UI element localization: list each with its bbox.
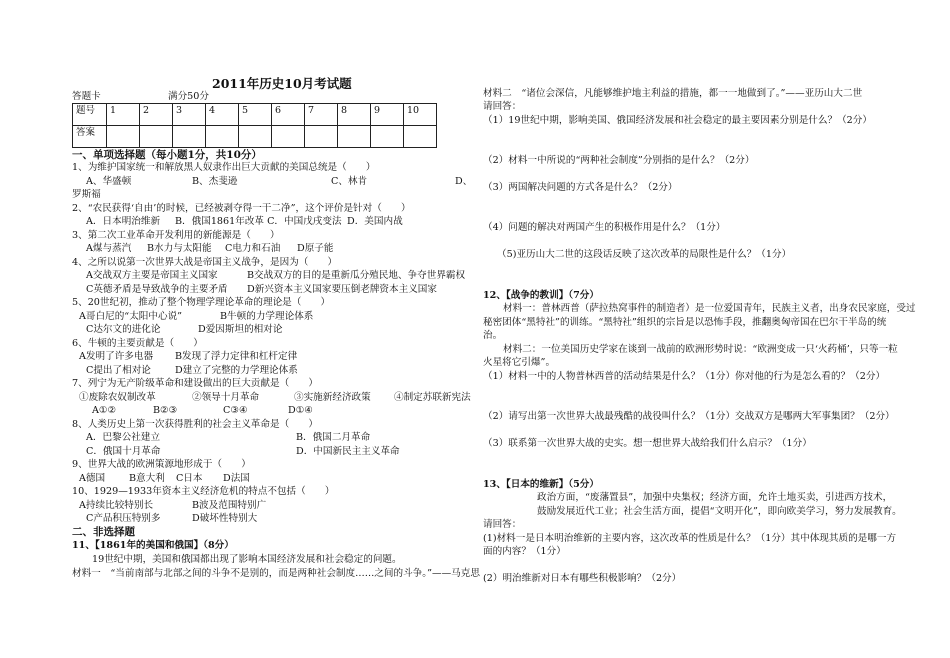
question-number-cell: 3 xyxy=(173,104,206,126)
q11-heading: 11、【1861年的美国和俄国】（8分） xyxy=(72,540,234,551)
q10-option-a: A持续比较特别长 xyxy=(79,500,154,511)
q11-question-3: （3）两国解决问题的方式各是什么？（2分） xyxy=(483,182,678,193)
q13-material-line1: 政治方面，“废藩置县”，加强中央集权；经济方面，允许土地买卖，引进西方技术， xyxy=(537,492,893,503)
answer-cell[interactable] xyxy=(239,126,272,148)
q7-stem: 7、列宁为无产阶级革命和建设做出的巨大贡献是（ ） xyxy=(72,378,318,389)
q12-question-3: （3）联系第一次世界大战的史实。想一想世界大战给我们什么启示？（1分） xyxy=(483,438,812,449)
q11-material1: 材料一 “当前南部与北部之间的斗争不是别的，而是两种社会制度……之间的斗争。”——马克思 xyxy=(72,568,480,579)
q4-option-d: D新兴资本主义国家要压倒老牌资本主义国家 xyxy=(247,284,437,295)
q13-question-1-cont: 面的内容？（1分） xyxy=(483,546,566,557)
q7-item-1: ①废除农奴制改革 xyxy=(79,392,156,403)
q12-material2-line2: 火星将它引爆”。 xyxy=(483,357,556,368)
q8-option-d: D．中国新民主主义革命 xyxy=(296,446,400,457)
q5-option-b: B牛顿的力学理论体系 xyxy=(220,311,314,322)
q2-option-a: A．日本明治维新 xyxy=(86,216,161,227)
q5-option-d: D爱因斯坦的相对论 xyxy=(198,324,283,335)
q12-heading: 12、【战争的教训】（7分） xyxy=(483,290,599,301)
q9-option-c: C日本 xyxy=(176,473,203,484)
q3-option-b: B水力与太阳能 xyxy=(147,243,212,254)
q7-option-d: D①④ xyxy=(288,405,313,416)
question-number-cell: 2 xyxy=(140,104,173,126)
question-number-cell: 8 xyxy=(338,104,371,126)
q13-material-line2: 鼓励发展近代工业；社会生活方面，提倡“文明开化”，即向欧美学习，努力发展教育。 xyxy=(537,506,902,517)
q8-stem: 8、人类历史上第一次获得胜利的社会主义革命是（ ） xyxy=(72,419,318,430)
q4-stem: 4、之所以说第一次世界大战是帝国主义战争，是因为（ ） xyxy=(72,257,338,268)
q8-option-b: B．俄国二月革命 xyxy=(296,432,371,443)
q7-option-b: B②③ xyxy=(153,405,178,416)
q1-option-c: C、林肯 xyxy=(331,176,368,187)
q3-stem: 3、第二次工业革命开发利用的新能源是（ ） xyxy=(72,230,280,241)
q6-option-c: C提出了相对论 xyxy=(86,365,151,376)
q10-option-c: C产品积压特别多 xyxy=(86,513,161,524)
answer-table-answer-row xyxy=(73,126,437,148)
answer-table-number-row xyxy=(73,104,437,126)
q4-option-b: B交战双方的目的是重新瓜分殖民地、争夺世界霸权 xyxy=(247,270,466,281)
q3-option-d: D原子能 xyxy=(297,243,334,254)
answer-row-header: 答案 xyxy=(73,126,107,148)
answer-cell[interactable] xyxy=(140,126,173,148)
q12-material2-line1: 材料二：一位美国历史学家在谈到一战前的欧洲形势时说：“欧洲变成一只‘火药桶’，只等一粒 xyxy=(503,344,898,355)
part1-heading: 一、单项选择题（每小题1分，共10分） xyxy=(72,149,262,161)
q11-material2: 材料二 “诸位会深信，凡能够维护地主利益的措施，都一一地做到了。”——亚历山大二世 xyxy=(483,88,863,99)
q10-stem: 10、1929—1933年资本主义经济危机的特点不包括（ ） xyxy=(72,486,335,497)
question-number-cell: 4 xyxy=(206,104,239,126)
q9-option-d: D法国 xyxy=(223,473,250,484)
q7-option-a: A①② xyxy=(92,405,117,416)
q13-heading: 13、【日本的维新】（5分） xyxy=(483,479,599,490)
page-title: 2011年历史10月考试题 xyxy=(212,76,352,91)
q5-option-c: C达尔文的进化论 xyxy=(86,324,161,335)
question-number-cell: 6 xyxy=(272,104,305,126)
part2-heading: 二、非选择题 xyxy=(72,526,135,538)
answer-cell[interactable] xyxy=(305,126,338,148)
q6-option-a: A发明了许多电器 xyxy=(79,351,154,362)
q9-option-b: B意大利 xyxy=(129,473,165,484)
q5-option-a: A哥白尼的“太阳中心说” xyxy=(79,311,183,322)
q3-option-a: A煤与蒸汽 xyxy=(86,243,132,254)
q13-question-1: (1)材料一是日本明治维新的主要内容，这次改革的性质是什么？（1分）其中体现其质的是哪一方 xyxy=(483,533,897,544)
question-number-cell: 5 xyxy=(239,104,272,126)
q8-option-a: A．巴黎公社建立 xyxy=(86,432,161,443)
answer-cell[interactable] xyxy=(173,126,206,148)
q6-stem: 6、牛顿的主要贡献是（ ） xyxy=(72,338,203,349)
q6-option-b: B发现了浮力定律和杠杆定律 xyxy=(175,351,298,362)
question-number-cell: 1 xyxy=(107,104,140,126)
q7-item-2: ②领导十月革命 xyxy=(192,392,260,403)
q11-question-1: （1）19世纪中期，影响美国、俄国经济发展和社会稳定的最主要因素分别是什么？（2分） xyxy=(483,115,872,126)
full-score-label: 满分50分 xyxy=(168,91,209,102)
question-number-cell: 9 xyxy=(371,104,404,126)
q1-option-b: B、杰斐逊 xyxy=(192,176,238,187)
answer-cell[interactable] xyxy=(404,126,437,148)
q4-option-a: A交战双方主要是帝国主义国家 xyxy=(86,270,218,281)
question-number-cell: 7 xyxy=(305,104,338,126)
answer-cell[interactable] xyxy=(272,126,305,148)
q7-item-3: ③实施新经济政策 xyxy=(294,392,371,403)
q11-question-2: （2）材料一中所说的“两种社会制度”分别指的是什么？（2分） xyxy=(483,155,755,166)
q12-material1-line1: 材料一：普林西普（萨拉热窝事件的制造者）是一位爱国青年，民族主义者，出身农民家庭，受过 xyxy=(503,303,916,314)
please-answer-label: 请回答： xyxy=(483,101,522,112)
answer-table xyxy=(72,103,437,148)
q8-option-c: C．俄国十月革命 xyxy=(86,446,161,457)
q1-stem: 1、为维护国家统一和解放黑人奴隶作出巨大贡献的美国总统是（ ） xyxy=(72,162,376,173)
q12-question-1: （1）材料一中的人物普林西普的活动结果是什么？（1分）你对他的行为是怎么看的？（2分） xyxy=(483,371,886,382)
q9-option-a: A德国 xyxy=(79,473,106,484)
answer-cell[interactable] xyxy=(338,126,371,148)
answer-card-label: 答题卡 xyxy=(72,91,101,102)
q7-item-4: ④制定苏联新宪法 xyxy=(394,392,471,403)
please-answer-label-2: 请回答： xyxy=(483,519,522,530)
q1-option-a: A、华盛顿 xyxy=(86,176,132,187)
number-row-header: 题号 xyxy=(73,104,107,126)
q2-stem: 2、“农民获得‘自由’的时候，已经被剥夺得一干二净”，这个评价是针对（ ） xyxy=(72,203,411,214)
answer-cell[interactable] xyxy=(206,126,239,148)
q11-question-4: （4）问题的解决对两国产生的积极作用是什么？（1分） xyxy=(483,222,726,233)
q12-material1-line3: 治。 xyxy=(483,330,503,341)
answer-cell[interactable] xyxy=(107,126,140,148)
q2-option-d: D．美国内战 xyxy=(347,216,403,227)
q11-intro: 19世纪中期，美国和俄国都出现了影响本国经济发展和社会稳定的问题。 xyxy=(92,554,402,565)
q1-option-d: D、 xyxy=(455,176,473,187)
q13-question-2: (2）明治维新对日本有哪些积极影响？（2分） xyxy=(483,573,682,584)
q1-option-d-text: 罗斯福 xyxy=(72,189,101,200)
q9-stem: 9、世界大战的欧洲策源地形成于（ ） xyxy=(72,459,251,470)
q2-option-bc: B．俄国1861年改革 C．中国戊戌变法 xyxy=(175,216,342,227)
q3-option-c: C电力和石油 xyxy=(225,243,281,254)
q5-stem: 5、20世纪初，推动了整个物理学理论革命的理论是（ ） xyxy=(72,297,331,308)
q10-option-b: B波及范围特别广 xyxy=(192,500,267,511)
question-number-cell: 10 xyxy=(404,104,437,126)
q4-option-c: C英德矛盾是导致战争的主要矛盾 xyxy=(86,284,228,295)
q10-option-d: D破坏性特别大 xyxy=(192,513,258,524)
answer-cell[interactable] xyxy=(371,126,404,148)
q12-question-2: （2）请写出第一次世界大战最残酷的战役叫什么？（1分）交战双方是哪两大军事集团？（2分） xyxy=(483,411,895,422)
q12-material1-line2: 秘密团体“黑特社”的训练。“黑特社”组织的宗旨是以恐怖手段，推翻奥匈帝国在巴尔干半岛的统 xyxy=(483,317,887,328)
q6-option-d: D建立了完整的力学理论体系 xyxy=(175,365,298,376)
q11-question-5: （5)亚历山大二世的这段话反映了这次改革的局限性是什么？（1分） xyxy=(497,249,792,260)
q7-option-c: C③④ xyxy=(223,405,248,416)
